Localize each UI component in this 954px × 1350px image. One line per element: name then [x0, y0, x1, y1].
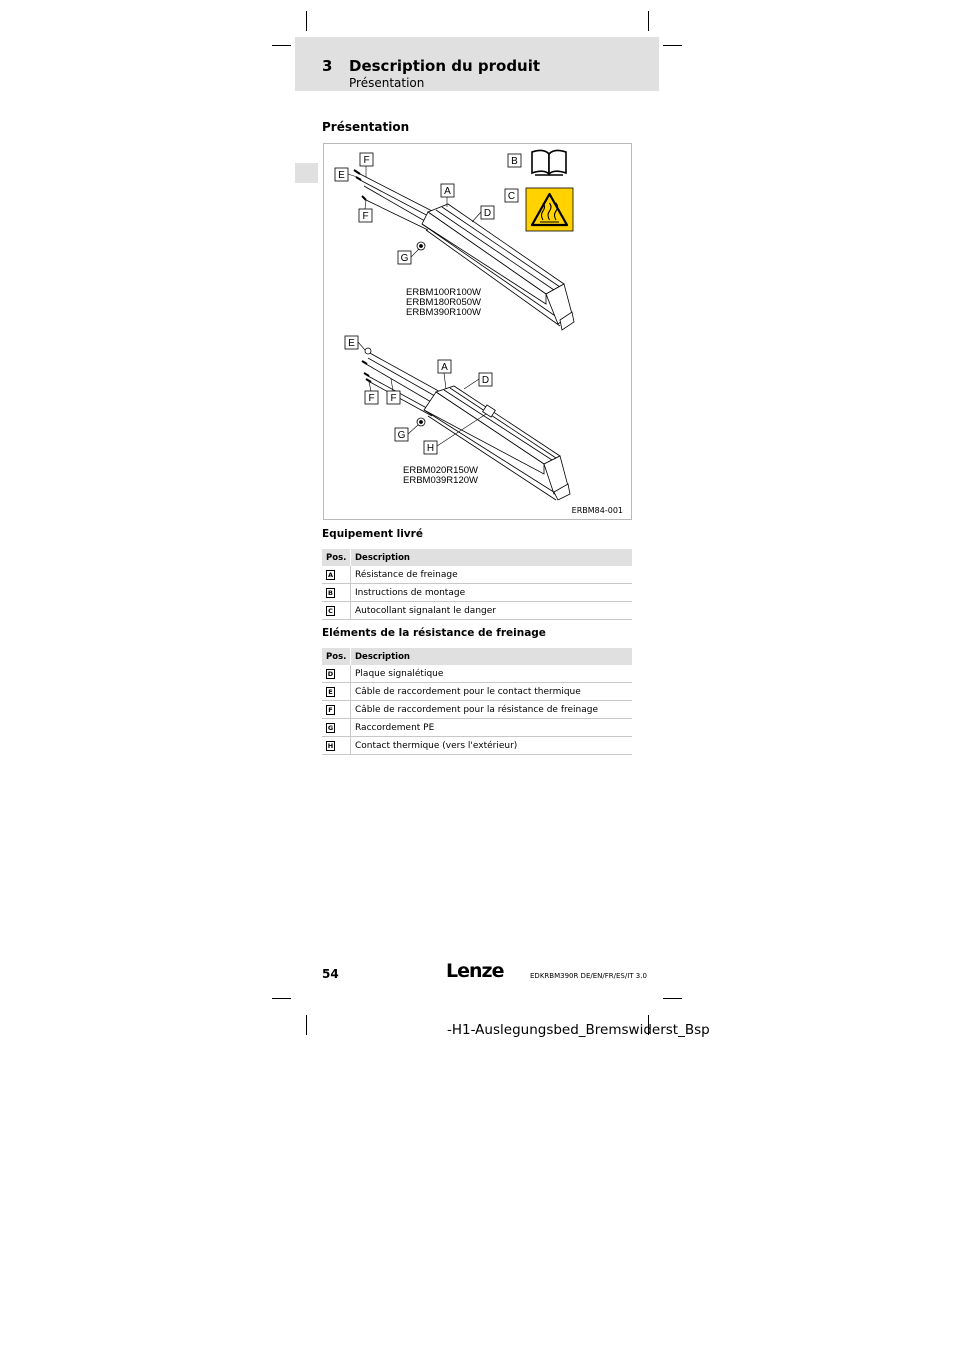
table-row: [322, 737, 632, 755]
row-description: Résistance de freinage: [351, 566, 633, 584]
row-description: Câble de raccordement pour le contact thermique: [351, 683, 633, 701]
table-row: [322, 566, 632, 584]
column-header-description: Description: [351, 549, 633, 566]
table-row: [322, 719, 632, 737]
label-e: E: [338, 170, 345, 181]
chapter-subtitle: Présentation: [349, 76, 425, 90]
column-header-pos: Pos.: [322, 648, 351, 665]
position-key: H: [327, 741, 334, 750]
model-name: ERBM039R120W: [403, 475, 478, 486]
column-header-description: Description: [351, 648, 633, 665]
row-description: Autocollant signalant le danger: [351, 602, 633, 620]
table-row: [322, 683, 632, 701]
row-description: Câble de raccordement pour la résistance de freinage: [351, 701, 633, 719]
position-key: A: [327, 570, 334, 579]
label-b: B: [511, 156, 518, 167]
position-key: E: [326, 687, 335, 697]
label-f: F: [390, 393, 397, 404]
row-description: Instructions de montage: [351, 584, 633, 602]
column-header-pos: Pos.: [322, 549, 351, 566]
position-key: D: [327, 669, 334, 678]
table-header-row: [322, 648, 632, 665]
label-f: F: [362, 211, 369, 222]
crop-mark: [272, 998, 291, 999]
elements-table: [322, 648, 632, 755]
crop-mark: [663, 998, 682, 999]
row-description: Plaque signalétique: [351, 665, 633, 683]
section-title: Présentation: [322, 120, 410, 134]
row-description: Contact thermique (vers l'extérieur): [351, 737, 633, 755]
crop-mark: [306, 11, 307, 31]
label-f: F: [368, 393, 375, 404]
language-tab-marker: [295, 163, 318, 183]
table-row: [322, 701, 632, 719]
label-a: A: [441, 362, 448, 373]
label-a: A: [444, 186, 451, 197]
model-name: ERBM180R050W: [406, 297, 481, 308]
crop-mark: [306, 1015, 307, 1035]
label-h: H: [426, 443, 435, 454]
table-row: [322, 602, 632, 620]
position-key: B: [326, 588, 335, 598]
label-g: G: [400, 253, 409, 264]
label-c: C: [507, 191, 516, 202]
table-row: [322, 584, 632, 602]
model-name: ERBM020R150W: [403, 465, 478, 476]
file-tag: -H1-Auslegungsbed_Bremswiderst_Bsp: [447, 1022, 710, 1038]
page-number: 54: [322, 967, 339, 981]
hot-surface-warning-icon: [526, 188, 573, 231]
position-key: C: [326, 606, 335, 616]
lenze-logo: Lenze: [446, 960, 504, 982]
label-e: E: [348, 338, 355, 349]
product-drawing: [324, 144, 633, 521]
crop-mark: [272, 45, 291, 46]
equipment-title: Equipement livré: [322, 528, 423, 540]
elements-title: Eléments de la résistance de freinage: [322, 627, 546, 639]
book-icon: [532, 150, 566, 175]
chapter-number: 3: [322, 57, 333, 75]
position-key: F: [326, 705, 335, 715]
row-description: Raccordement PE: [351, 719, 633, 737]
equipment-table: [322, 549, 632, 620]
label-g: G: [397, 430, 406, 441]
label-f: F: [363, 155, 370, 166]
chapter-title: Description du produit: [349, 57, 541, 75]
product-figure: [323, 143, 632, 520]
document-code: EDKRBM390R DE/EN/FR/ES/IT 3.0: [530, 972, 647, 980]
position-key: G: [327, 723, 334, 732]
crop-mark: [648, 11, 649, 31]
crop-mark: [663, 45, 682, 46]
label-d: D: [483, 208, 492, 219]
label-d: D: [481, 375, 490, 386]
model-name: ERBM390R100W: [406, 307, 481, 318]
table-row: [322, 665, 632, 683]
table-header-row: [322, 549, 632, 566]
model-name: ERBM100R100W: [406, 287, 481, 298]
figure-id: ERBM84-001: [571, 506, 623, 515]
